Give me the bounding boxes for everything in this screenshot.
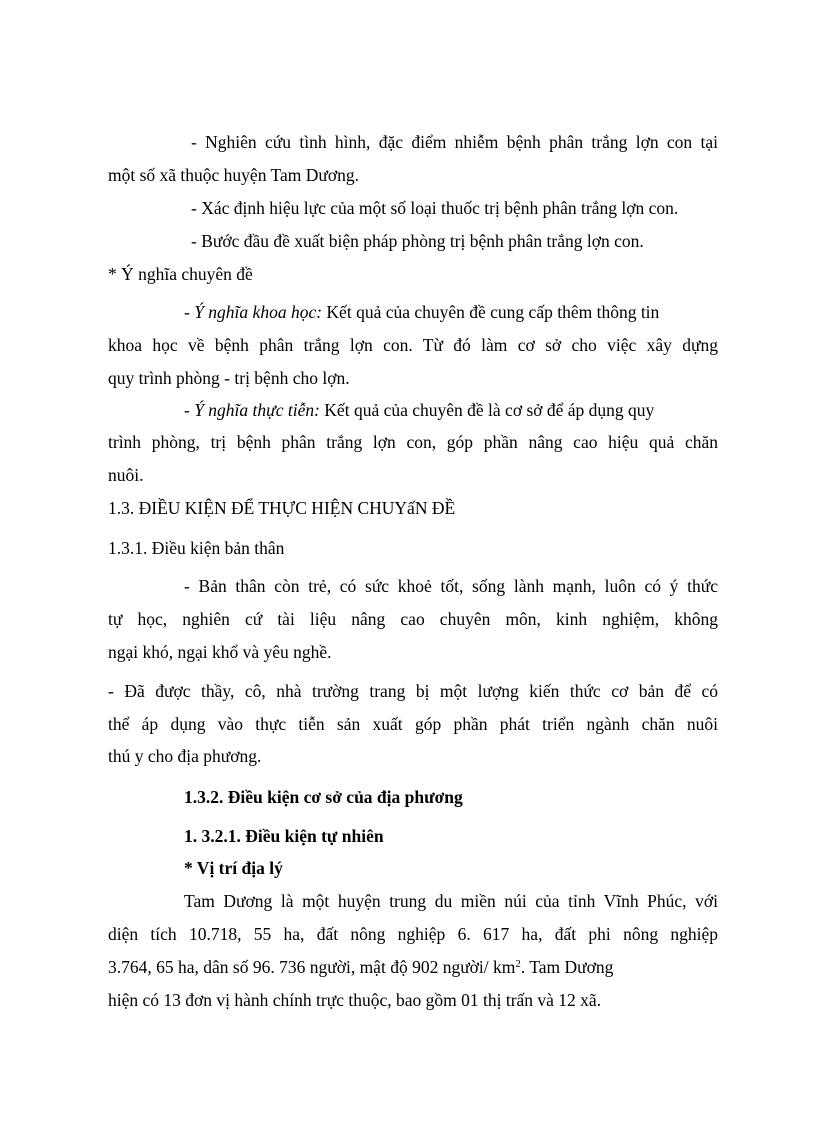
science-significance-line-1: - Ý nghĩa khoa học: Kết quả của chuyên đề cung cấp thêm thông tin — [184, 302, 660, 322]
science-significance-text: Kết quả của chuyên đề cung cấp thêm thông tin — [322, 302, 660, 322]
practice-significance-line-2: trình phòng, trị bệnh phân trắng lợn con, góp phần nâng cao hiệu quả chăn — [108, 432, 718, 452]
self-condition-p1-line-3: ngại khó, ngại khổ và yêu nghề. — [108, 642, 332, 662]
location-line-3-text: 3.764, 65 ha, dân số 96. 736 người, mật độ 902 người/ km — [108, 957, 516, 977]
self-condition-p1-line-1: - Bản thân còn trẻ, có sức khoẻ tốt, sống lành mạnh, luôn có ý thức — [184, 576, 718, 596]
location-line-3 — [108, 959, 718, 977]
practice-significance-label: Ý nghĩa thực tiễn: — [194, 400, 320, 420]
science-significance-line-3: quy trình phòng - trị bệnh cho lợn. — [108, 368, 350, 388]
science-significance-label: Ý nghĩa khoa học: — [194, 302, 323, 322]
location-line-3-end: . Tam Dương — [520, 957, 614, 977]
location-line-4: hiện có 13 đơn vị hành chính trực thuộc, bao gồm 01 thị trấn và 12 xã. — [108, 990, 602, 1010]
location-line-2: diện tích 10.718, 55 ha, đất nông nghiệp 6. 617 ha, đất phi nông nghiệp — [108, 924, 718, 944]
objective-item-3: - Bước đầu đề xuất biện pháp phòng trị bệnh phân trắng lợn con. — [191, 231, 644, 251]
self-condition-p2-line-2: thể áp dụng vào thực tiễn sản xuất góp phần phát triển ngành chăn nuôi — [108, 714, 718, 734]
section-1-3-2-heading: 1.3.2. Điều kiện cơ sở của địa phương — [184, 787, 463, 807]
science-significance-line-2: khoa học về bệnh phân trắng lợn con. Từ đó làm cơ sở cho việc xây dựng — [108, 335, 718, 355]
objective-item-1-line-1: - Nghiên cứu tình hình, đặc điểm nhiễm bệnh phân trắng lợn con tại — [191, 132, 718, 152]
superscript-2: 2 — [515, 958, 521, 970]
objective-item-2: - Xác định hiệu lực của một số loại thuốc trị bệnh phân trắng lợn con. — [191, 198, 679, 218]
objective-item-1-line-2: một số xã thuộc huyện Tam Dương. — [108, 165, 359, 185]
significance-heading: * Ý nghĩa chuyên đề — [108, 264, 253, 284]
section-1-3-1-heading: 1.3.1. Điều kiện bản thân — [108, 538, 285, 558]
section-1-3-2-1-heading: 1. 3.2.1. Điều kiện tự nhiên — [184, 826, 384, 846]
practice-significance-line-1: - Ý nghĩa thực tiễn: Kết quả của chuyên đề là cơ sở để áp dụng quy — [184, 400, 655, 420]
self-condition-p2-line-3: thú y cho địa phương. — [108, 746, 262, 766]
self-condition-p2-line-1: - Đã được thầy, cô, nhà trường trang bị một lượng kiến thức cơ bản để có — [108, 681, 718, 701]
section-1-3-heading: 1.3. ĐIỀU KIỆN ĐỂ THỰC HIỆN CHUYấN ĐỀ — [108, 498, 456, 518]
self-condition-p1-line-2: tự học, nghiên cứ tài liệu nâng cao chuyên môn, kinh nghiệm, không — [108, 609, 718, 629]
practice-significance-line-3: nuôi. — [108, 465, 144, 485]
location-heading: * Vị trí địa lý — [184, 858, 283, 878]
practice-significance-text: Kết quả của chuyên đề là cơ sở để áp dụng quy — [319, 400, 655, 420]
location-line-1: Tam Dương là một huyện trung du miền núi của tỉnh Vĩnh Phúc, với — [184, 891, 718, 911]
